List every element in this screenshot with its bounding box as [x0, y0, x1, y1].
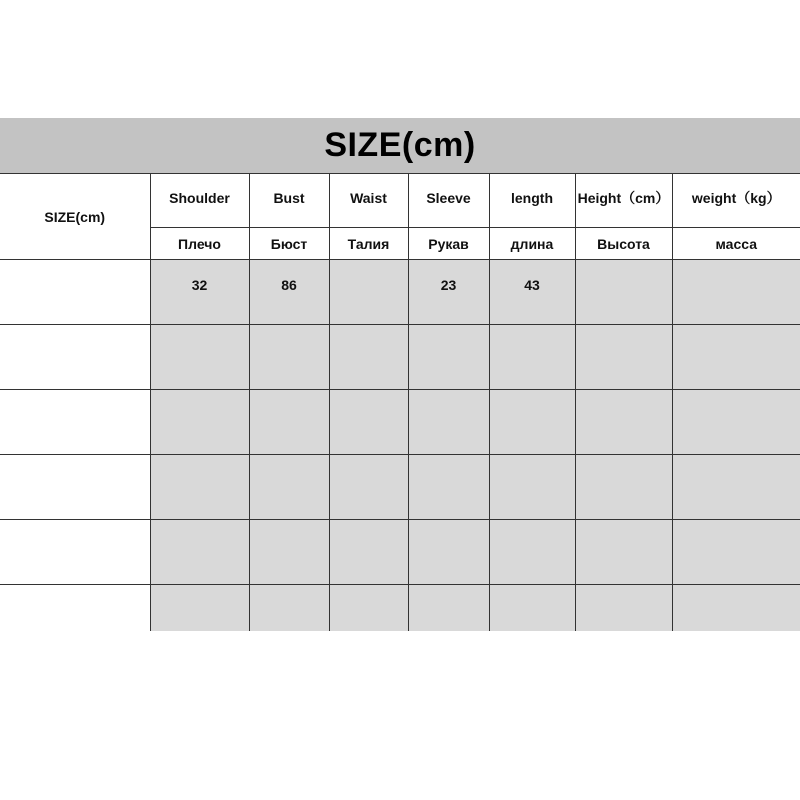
table-cell [672, 260, 800, 325]
table-cell [150, 390, 249, 455]
column-header-label: Shoulder [169, 189, 230, 206]
table-cell [489, 520, 575, 585]
table-cell [150, 455, 249, 520]
table-cell [329, 585, 408, 632]
column-header-bust [249, 174, 329, 228]
column-header-waist [329, 174, 408, 228]
table-cell [329, 390, 408, 455]
table-cell [575, 455, 672, 520]
row-label [0, 520, 150, 585]
column-header-label: weight（kg） [691, 189, 781, 206]
table-cell [489, 390, 575, 455]
column-header-height [575, 174, 672, 228]
table-cell [150, 325, 249, 390]
row-header-label: SIZE(cm) [0, 174, 150, 260]
column-subheader-height: Высота [575, 228, 672, 260]
table-cell [329, 260, 408, 325]
table-cell [249, 390, 329, 455]
column-header-shoulder [150, 174, 249, 228]
table-cell [329, 325, 408, 390]
cell-value: 23 [440, 277, 457, 293]
table-row [0, 325, 800, 390]
column-subheader-sleeve: Рукав [408, 228, 489, 260]
column-subheader-shoulder: Плечо [150, 228, 249, 260]
column-header-label: Bust [273, 189, 305, 206]
bottom-blank-area [0, 635, 800, 800]
cell-value: 43 [524, 277, 540, 293]
row-label [0, 325, 150, 390]
table-row [0, 455, 800, 520]
table-cell [672, 390, 800, 455]
table-row [0, 260, 800, 325]
table-cell [329, 520, 408, 585]
cell-value: 32 [191, 277, 208, 293]
column-subheader-bust: Бюст [249, 228, 329, 260]
row-label [0, 455, 150, 520]
table-cell [408, 390, 489, 455]
table-cell [150, 585, 249, 632]
size-chart-title: SIZE(cm) [324, 126, 476, 164]
column-header-length [489, 174, 575, 228]
table-cell [489, 455, 575, 520]
table-cell [249, 520, 329, 585]
table-cell [489, 325, 575, 390]
table-row [0, 585, 800, 632]
table-row [0, 520, 800, 585]
column-header-label: Height（cm） [577, 189, 670, 206]
column-header-sleeve [408, 174, 489, 228]
table-cell [150, 520, 249, 585]
size-chart-title-bar [0, 118, 800, 173]
table-cell [575, 325, 672, 390]
table-cell [408, 455, 489, 520]
table-cell [672, 455, 800, 520]
table-cell [249, 325, 329, 390]
column-subheader-length: длина [489, 228, 575, 260]
cell-value: 86 [281, 277, 297, 293]
table-cell [329, 455, 408, 520]
table-cell [249, 260, 329, 325]
table-cell [249, 585, 329, 632]
table-cell [672, 520, 800, 585]
table-cell [575, 585, 672, 632]
column-header-label: length [511, 189, 553, 206]
table-cell [408, 325, 489, 390]
column-subheader-weight: масса [672, 228, 800, 260]
size-table [0, 173, 800, 631]
row-label [0, 260, 150, 325]
table-cell [150, 260, 249, 325]
table-cell [575, 260, 672, 325]
table-cell [489, 585, 575, 632]
table-cell [408, 260, 489, 325]
row-label [0, 585, 150, 632]
table-cell [575, 390, 672, 455]
table-cell [249, 455, 329, 520]
column-subheader-waist: Талия [329, 228, 408, 260]
column-header-label: Waist [350, 189, 387, 206]
table-cell [408, 585, 489, 632]
table-cell [575, 520, 672, 585]
table-cell [672, 585, 800, 632]
column-header-weight [672, 174, 800, 228]
row-label [0, 390, 150, 455]
table-cell [489, 260, 575, 325]
column-header-label: Sleeve [426, 189, 471, 206]
table-row [0, 390, 800, 455]
header-row-english [0, 174, 800, 228]
table-cell [672, 325, 800, 390]
table-cell [408, 520, 489, 585]
